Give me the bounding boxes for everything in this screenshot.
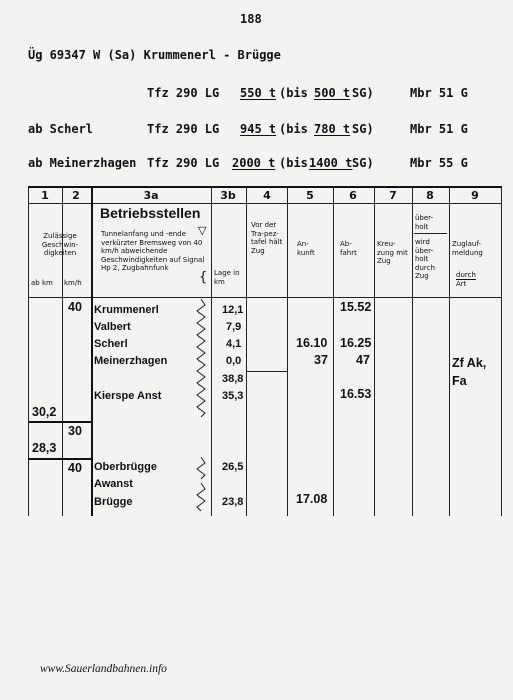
zigzag-marker bbox=[194, 297, 208, 517]
col-num-3b: 3b bbox=[220, 189, 236, 202]
departure-time: 15.52 bbox=[340, 300, 372, 314]
station-name: Valbert bbox=[94, 321, 131, 333]
station-name: Kierspe Anst bbox=[94, 390, 162, 402]
page-number: 188 bbox=[240, 12, 262, 26]
bis: (bis bbox=[279, 156, 308, 170]
col-num-6: 6 bbox=[349, 189, 357, 202]
station-km: 38,8 bbox=[222, 373, 244, 385]
from: ab Meinerzhagen bbox=[28, 156, 137, 170]
col-num-1: 1 bbox=[41, 189, 49, 202]
tunnel-note: Tunnelanfang und -ende bbox=[101, 230, 186, 238]
ueberholt-header: über-holt bbox=[415, 214, 434, 231]
station-km: 35,3 bbox=[222, 390, 244, 402]
speed-value: 30 bbox=[68, 424, 82, 438]
col-num-5: 5 bbox=[306, 189, 314, 202]
sg-load: 500 t bbox=[314, 86, 351, 100]
brake-note: verkürzter Bremsweg von 40 km/h abweichende Geschwindigkeiten auf Signal Hp 2, Zugbahnfunk bbox=[101, 238, 205, 273]
station-km: 4,1 bbox=[226, 338, 242, 350]
departure-time: 16.25 bbox=[340, 336, 372, 350]
sg-load: 1400 t bbox=[309, 156, 353, 170]
mbr: Mbr 51 G bbox=[410, 86, 468, 100]
station-km: 0,0 bbox=[226, 355, 242, 367]
loco: Tfz 290 LG bbox=[147, 156, 220, 170]
zuglaufmeldung-header: Zuglauf-meldung bbox=[452, 240, 483, 257]
triangle-icon: ▽ bbox=[198, 224, 207, 237]
speed-value: 40 bbox=[68, 300, 82, 314]
kreuzung-header: Kreu-zung mit Zug bbox=[377, 240, 408, 266]
trapeztafel-header: Vor der Tra-pez-tafel hält Zug bbox=[251, 221, 283, 255]
departure-time: 47 bbox=[356, 353, 370, 367]
mbr: Mbr 51 G bbox=[410, 122, 468, 136]
mbr: Mbr 55 G bbox=[410, 156, 468, 170]
wird-ueberholt-header: wird über-holt durch Zug bbox=[415, 238, 435, 281]
col-num-4: 4 bbox=[263, 189, 271, 202]
loco: Tfz 290 LG bbox=[147, 122, 220, 136]
sg-suffix: SG) bbox=[352, 86, 374, 100]
bis: (bis bbox=[279, 122, 308, 136]
arrival-time: 17.08 bbox=[296, 492, 328, 506]
zuglaufmeldung: Fa bbox=[452, 374, 467, 388]
brace-icon: { bbox=[199, 270, 208, 285]
speed-km-header: ab km bbox=[31, 279, 53, 287]
station-name: Oberbrügge bbox=[94, 461, 157, 473]
speed-header: Zulässige Geschwin-digkeiten bbox=[41, 232, 79, 258]
betriebsstellen-title: Betriebsstellen bbox=[100, 205, 201, 221]
station-km: 7,9 bbox=[226, 321, 242, 333]
footer-url: www.Sauerlandbahnen.info bbox=[40, 663, 167, 675]
departure-time: 16.53 bbox=[340, 387, 372, 401]
arrival-time: 37 bbox=[314, 353, 328, 367]
zuglaufmeldung: Zf Ak, bbox=[452, 356, 487, 370]
station-name: Awanst bbox=[94, 478, 133, 490]
col-num-7: 7 bbox=[389, 189, 397, 202]
zuglaufmeldung-art: Art bbox=[456, 280, 467, 288]
station-km: 26,5 bbox=[222, 461, 244, 473]
sg-suffix: SG) bbox=[352, 122, 374, 136]
sg-load: 780 t bbox=[314, 122, 351, 136]
load: 2000 t bbox=[232, 156, 276, 170]
train-title: Üg 69347 W (Sa) Krummenerl - Brügge bbox=[28, 48, 281, 62]
station-name: Brügge bbox=[94, 496, 133, 508]
ankunft-header: An-kunft bbox=[297, 240, 315, 257]
load: 550 t bbox=[240, 86, 277, 100]
station-km: 12,1 bbox=[222, 304, 244, 316]
speed-km: 28,3 bbox=[32, 441, 57, 455]
col-num-2: 2 bbox=[72, 189, 80, 202]
loco: Tfz 290 LG bbox=[147, 86, 220, 100]
speed-value: 40 bbox=[68, 461, 82, 475]
arrival-time: 16.10 bbox=[296, 336, 328, 350]
sg-suffix: SG) bbox=[352, 156, 374, 170]
zuglaufmeldung-durch: durch bbox=[456, 271, 476, 279]
abfahrt-header: Ab-fahrt bbox=[340, 240, 357, 257]
speed-kmh-header: km/h bbox=[64, 279, 82, 287]
lage-header: Lage in km bbox=[214, 269, 240, 286]
col-num-3a: 3a bbox=[143, 189, 159, 202]
station-km: 23,8 bbox=[222, 496, 244, 508]
station-name: Scherl bbox=[94, 338, 128, 350]
speed-km: 30,2 bbox=[32, 405, 57, 419]
from: ab Scherl bbox=[28, 122, 94, 136]
col-num-9: 9 bbox=[471, 189, 479, 202]
col-num-8: 8 bbox=[426, 189, 434, 202]
station-name: Krummenerl bbox=[94, 304, 159, 316]
bis: (bis bbox=[279, 86, 308, 100]
load: 945 t bbox=[240, 122, 277, 136]
station-name: Meinerzhagen bbox=[94, 355, 168, 367]
